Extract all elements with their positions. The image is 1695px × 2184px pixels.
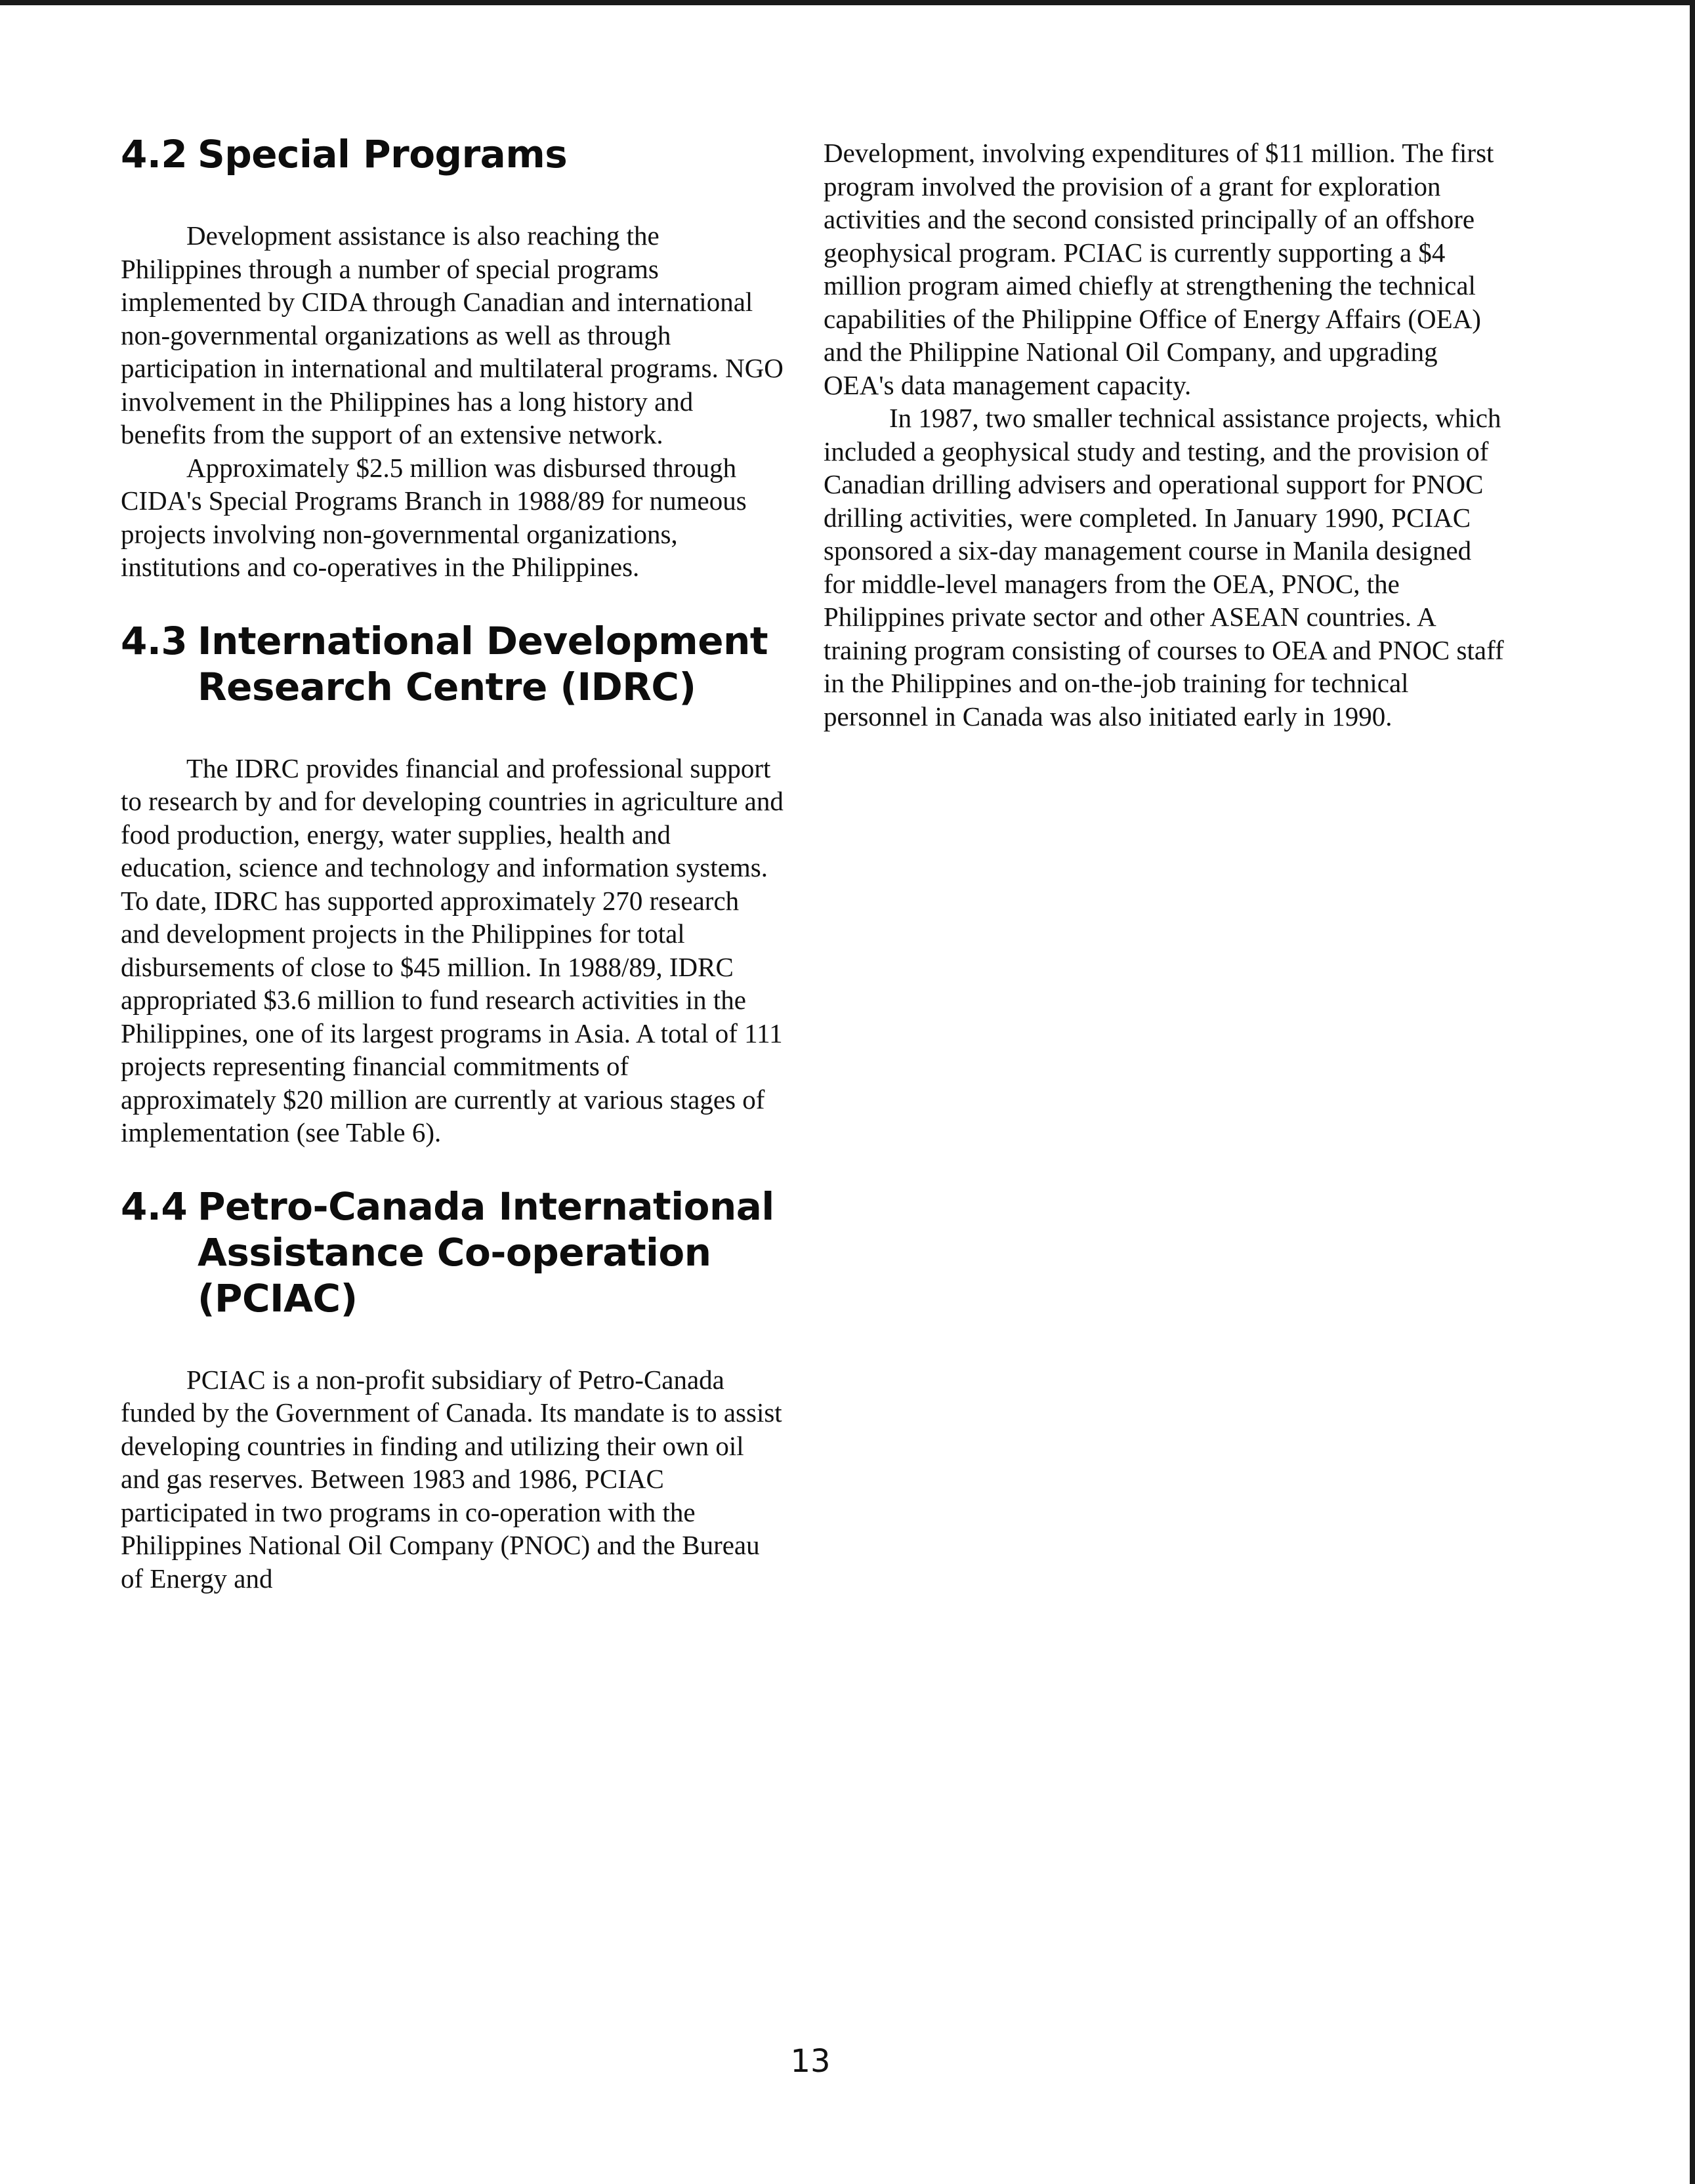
section-number: 4.2 [121,132,188,176]
section-4-4-paragraph-2: In 1987, two smaller technical assistance projects, which included a geophysical study and testing, and the provision of Canadian drilling advisers and operational support for PNOC drilling activities, were completed. In January 1990, PCIAC sponsored a six-day management course in Manila designed for middle-level managers from the OEA, PNOC, the Philippines private sector and other ASEAN countries. A training program consisting of courses to OEA and PNOC staff in the Philippines and on-the-job training for technical personnel in Canada was also initiated early in 1990. [824,403,1504,731]
section-4-2-paragraph-2: Approximately $2.5 million was disbursed through CIDA's Special Programs Branch in 1988/89 for numeous projects involving non-governmental organizations, institutions and co-operatives in the Philippines. [121,452,747,582]
section-title-line-1: Petro-Canada International [198,1184,774,1229]
section-4-4-paragraph-1: PCIAC is a non-profit subsidiary of Petro-Canada funded by the Government of Canada. Its mandate is to assist developing countries in finding and utilizing their own oil and gas reserves. Between 1983 and 1986, PCIAC participated in two programs in co-operation with the Philippines National Oil Company (PNOC) and the Bureau of Energy and [121,1364,782,1594]
page-top-border [0,0,1695,5]
section-4-2-heading [121,131,784,177]
left-column [121,131,784,1595]
section-title-line-2: Research Centre (IDRC) [198,664,696,709]
section-4-4-paragraph-continued: Development, involving expenditures of $11 million. The first program involved the provision of a grant for exploration activities and the second consisted principally of an offshore geophysical program. PCIAC is currently supporting a $4 million program aimed chiefly at strengthening the technical capabilities of the Philippine Office of Energy Affairs (OEA) and the Philippine National Oil Company, and upgrading OEA's data management capacity. [824,138,1494,400]
section-4-4-heading [121,1184,784,1321]
page-right-border [1690,0,1695,2184]
section-number: 4.4 [121,1184,188,1229]
section-number: 4.3 [121,618,188,663]
section-4-2-paragraph-1: Development assistance is also reaching the Philippines through a number of special programs implemented by CIDA through Canadian and international non-governmental organizations as well as through participation in international and multilateral programs. NGO involvement in the Philippines has a long history and benefits from the support of an extensive network. [121,220,784,449]
section-4-3-paragraph-1: The IDRC provides financial and professional support to research by and for developing countries in agriculture and food production, energy, water supplies, health and education, science and technology and information systems. To date, IDRC has supported approximately 270 research and development projects in the Philippines for total disbursements of close to $45 million. In 1988/89, IDRC appropriated $3.6 million to fund research activities in the Philippines, one of its largest programs in Asia. A total of 111 projects representing financial commitments of approximately $20 million are currently at various stages of implementation (see Table 6). [121,752,784,1147]
section-title-line-1: International Development [198,618,768,663]
section-title: Special Programs [198,132,568,176]
page-number: 13 [790,2043,831,2080]
section-title-line-2: Assistance Co-operation [198,1229,711,1275]
right-column [824,136,1506,733]
section-title-line-3: (PCIAC) [198,1275,358,1321]
section-4-3-heading [121,618,784,710]
